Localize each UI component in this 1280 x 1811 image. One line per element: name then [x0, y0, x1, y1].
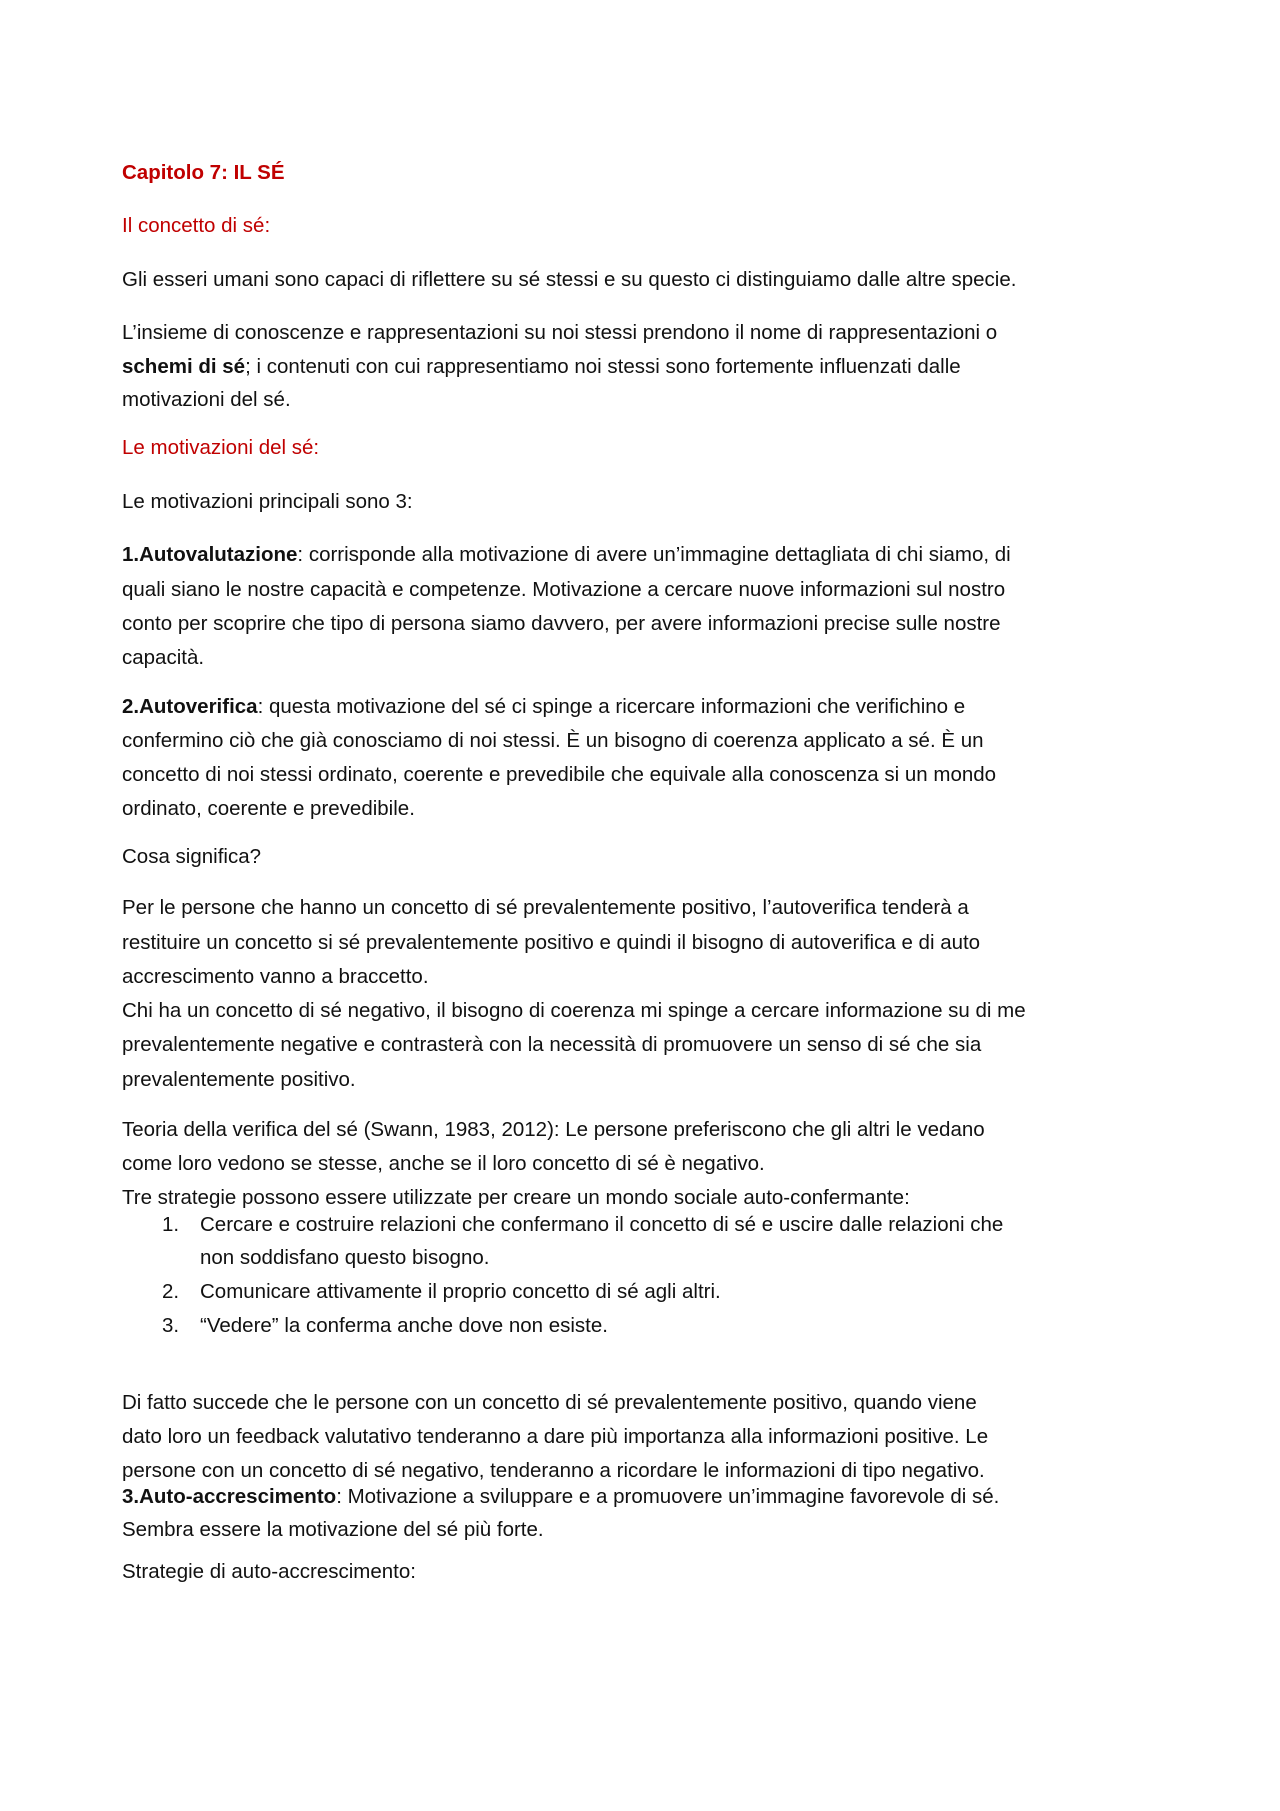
section-heading-concetto: Il concetto di sé:: [122, 214, 271, 237]
paragraph-text: : questa motivazione del sé ci spinge a ricercare informazioni che verifichino e: [257, 695, 966, 718]
paragraph-line: dato loro un feedback valutativo tenderanno a dare più importanza alla informazioni positive. Le: [122, 1425, 989, 1448]
paragraph-line: ordinato, coerente e prevedibile.: [122, 797, 415, 820]
paragraph-line: restituire un concetto si sé prevalentemente positivo e quindi il bisogno di autoverifica e di auto: [122, 931, 981, 954]
list-number: 2.: [162, 1280, 180, 1303]
paragraph-line: persone con un concetto di sé negativo, tenderanno a ricordare le informazioni di tipo negativo.: [122, 1459, 985, 1482]
paragraph-line: [122, 542, 1011, 568]
paragraph-line: motivazioni del sé.: [122, 388, 291, 411]
paragraph-line: Tre strategie possono essere utilizzate per creare un mondo sociale auto-confermante:: [122, 1186, 910, 1209]
list-item: Cercare e costruire relazioni che confermano il concetto di sé e uscire dalle relazioni che: [200, 1213, 1004, 1236]
paragraph-line: Cosa significa?: [122, 845, 262, 868]
paragraph-line: conto per scoprire che tipo di persona siamo davvero, per avere informazioni precise sulle nostre: [122, 612, 1001, 635]
bold-term: 3.Auto-accrescimento: [122, 1485, 337, 1508]
list-number: 1.: [162, 1213, 180, 1236]
paragraph-line: [122, 694, 965, 720]
paragraph-line: L’insieme di conoscenze e rappresentazioni su noi stessi prendono il nome di rappresentazioni o: [122, 321, 998, 344]
bold-term: 2.Autoverifica: [122, 695, 258, 718]
paragraph-line: come loro vedono se stesse, anche se il loro concetto di sé è negativo.: [122, 1152, 765, 1175]
paragraph-line: Gli esseri umani sono capaci di riflettere su sé stessi e su questo ci distinguiamo dalle altre specie.: [122, 268, 1017, 291]
paragraph-line: Sembra essere la motivazione del sé più forte.: [122, 1518, 544, 1541]
paragraph-line: Teoria della verifica del sé (Swann, 1983, 2012): Le persone preferiscono che gli altri le vedano: [122, 1118, 985, 1141]
paragraph-line: Per le persone che hanno un concetto di sé prevalentemente positivo, l’autoverifica tenderà a: [122, 896, 969, 919]
bold-term: 1.Autovalutazione: [122, 543, 298, 566]
list-item: “Vedere” la conferma anche dove non esiste.: [200, 1314, 608, 1337]
paragraph-text: ; i contenuti con cui rappresentiamo noi stessi sono fortemente influenzati dalle: [245, 355, 961, 378]
paragraph-line: [122, 354, 961, 380]
paragraph-text: : corrisponde alla motivazione di avere un’immagine dettagliata di chi siamo, di: [297, 543, 1011, 566]
paragraph-line: concetto di noi stessi ordinato, coerente e prevedibile che equivale alla conoscenza si un mondo: [122, 763, 997, 786]
list-item: Comunicare attivamente il proprio concetto di sé agli altri.: [200, 1280, 721, 1303]
paragraph-line: accrescimento vanno a braccetto.: [122, 965, 429, 988]
paragraph-line: Chi ha un concetto di sé negativo, il bisogno di coerenza mi spinge a cercare informazione su di me: [122, 999, 1026, 1022]
paragraph-line: quali siano le nostre capacità e competenze. Motivazione a cercare nuove informazioni sul nostro: [122, 578, 1006, 601]
section-heading-motivazioni: Le motivazioni del sé:: [122, 436, 320, 459]
chapter-title: Capitolo 7: IL SÉ: [122, 161, 285, 184]
paragraph-text: : Motivazione a sviluppare e a promuovere un’immagine favorevole di sé.: [336, 1485, 1000, 1508]
paragraph-line: [122, 1484, 999, 1510]
paragraph-line: confermino ciò che già conosciamo di noi stessi. È un bisogno di coerenza applicato a sé. È un: [122, 729, 984, 752]
paragraph-line: capacità.: [122, 646, 205, 669]
paragraph-line: prevalentemente positivo.: [122, 1068, 356, 1091]
paragraph-line: prevalentemente negative e contrasterà con la necessità di promuovere un senso di sé che sia: [122, 1033, 982, 1056]
list-number: 3.: [162, 1314, 180, 1337]
paragraph-line: Di fatto succede che le persone con un concetto di sé prevalentemente positivo, quando viene: [122, 1391, 977, 1414]
bold-term: schemi di sé: [122, 355, 246, 378]
paragraph-line: Strategie di auto-accrescimento:: [122, 1560, 416, 1583]
list-item: non soddisfano questo bisogno.: [200, 1246, 490, 1269]
paragraph-line: Le motivazioni principali sono 3:: [122, 490, 413, 513]
